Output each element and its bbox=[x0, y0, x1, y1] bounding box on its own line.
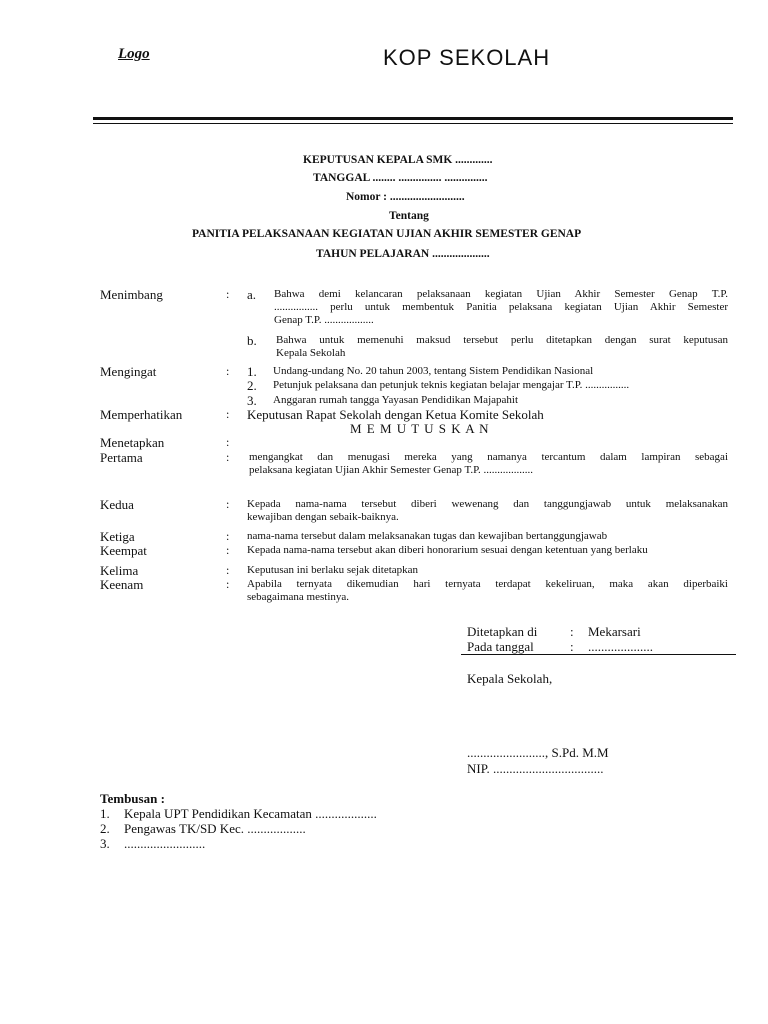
menimbang-a-marker: a. bbox=[247, 287, 257, 302]
mengingat-item-3-marker: 3. bbox=[247, 393, 257, 408]
decree-subject: PANITIA PELAKSANAAN KEGIATAN UJIAN AKHIR SEMESTER GENAP bbox=[192, 228, 582, 240]
header-thin-rule bbox=[93, 123, 733, 124]
memperhatikan-text: Keputusan Rapat Sekolah dengan Ketua Komite Sekolah bbox=[247, 407, 544, 422]
signatory-name: ........................, S.Pd. M.M bbox=[467, 745, 609, 760]
pertama-line2: pelaksana kegiatan Ujian Akhir Semester Genap T.P. .................. bbox=[249, 464, 534, 476]
decree-date: TANGGAL ........ ............... ............... bbox=[313, 172, 488, 184]
pertama-label: Pertama bbox=[100, 450, 143, 465]
ditetapkan-place: Mekarsari bbox=[588, 624, 641, 639]
tanggal-value: .................... bbox=[588, 639, 653, 654]
decree-title: KEPUTUSAN KEPALA SMK ............. bbox=[303, 154, 493, 166]
signature-divider bbox=[461, 654, 736, 655]
ditetapkan-colon: : bbox=[570, 624, 574, 639]
memutuskan-heading: M E M U T U S K A N bbox=[350, 421, 490, 436]
keenam-line2: sebagaimana mestinya. bbox=[247, 591, 350, 603]
keempat-text: Kepada nama-nama tersebut akan diberi honorarium sesuai dengan ketentuan yang berlaku bbox=[247, 544, 648, 556]
menimbang-b-marker: b. bbox=[247, 333, 257, 348]
menetapkan-colon: : bbox=[226, 435, 230, 449]
menimbang-b-line1: Bahwa untuk memenuhi maksud tersebut perlu ditetapkan dengan surat keputusan bbox=[276, 334, 728, 346]
ditetapkan-label: Ditetapkan di bbox=[467, 624, 538, 639]
signatory-nip: NIP. .................................. bbox=[467, 761, 604, 776]
keenam-line1: Apabila ternyata dikemudian hari ternyata terdapat kekeliruan, maka akan diperbaiki bbox=[247, 578, 728, 590]
kedua-label: Kedua bbox=[100, 497, 134, 512]
mengingat-label: Mengingat bbox=[100, 364, 157, 379]
decree-number: Nomor : .......................... bbox=[346, 191, 465, 203]
menetapkan-label: Menetapkan bbox=[100, 435, 165, 450]
menimbang-b-line2: Kepala Sekolah bbox=[276, 347, 346, 359]
kelima-colon: : bbox=[226, 563, 230, 577]
pertama-colon: : bbox=[226, 450, 230, 464]
keenam-colon: : bbox=[226, 577, 230, 591]
tembusan-item-3-text: ......................... bbox=[124, 836, 206, 851]
tanggal-label: Pada tanggal bbox=[467, 639, 534, 654]
decree-year: TAHUN PELAJARAN .................... bbox=[316, 248, 490, 260]
kedua-line1: Kepada nama-nama tersebut diberi wewenang dan tanggungjawab untuk melaksanakan bbox=[247, 498, 728, 510]
ketiga-colon: : bbox=[226, 529, 230, 543]
mengingat-item-1-marker: 1. bbox=[247, 364, 257, 379]
tanggal-colon: : bbox=[570, 639, 574, 654]
mengingat-item-1-text: Undang-undang No. 20 tahun 2003, tentang Sistem Pendidikan Nasional bbox=[273, 365, 594, 377]
decree-about: Tentang bbox=[389, 210, 429, 222]
menimbang-a-line3: Genap T.P. .................. bbox=[274, 314, 374, 326]
tembusan-item-3-marker: 3. bbox=[100, 836, 110, 851]
keenam-label: Keenam bbox=[100, 577, 144, 592]
ketiga-label: Ketiga bbox=[100, 529, 135, 544]
tembusan-title: Tembusan : bbox=[100, 791, 165, 806]
kelima-text: Keputusan ini berlaku sejak ditetapkan bbox=[247, 564, 419, 576]
logo-placeholder: Logo bbox=[118, 46, 150, 62]
mengingat-item-2-marker: 2. bbox=[247, 378, 257, 393]
tembusan-item-2-text: Pengawas TK/SD Kec. .................. bbox=[124, 821, 306, 836]
menimbang-a-line1: Bahwa demi kelancaran pelaksanaan kegiatan Ujian Akhir Semester Genap T.P. bbox=[274, 288, 728, 300]
memperhatikan-label: Memperhatikan bbox=[100, 407, 183, 422]
tembusan-item-2-marker: 2. bbox=[100, 821, 110, 836]
ketiga-text: nama-nama tersebut dalam melaksanakan tugas dan kewajiban bertanggungjawab bbox=[247, 530, 608, 542]
menimbang-colon: : bbox=[226, 287, 230, 301]
kedua-line2: kewajiban dengan sebaik-baiknya. bbox=[247, 511, 399, 523]
tembusan-item-1-text: Kepala UPT Pendidikan Kecamatan ................... bbox=[124, 806, 377, 821]
menimbang-label: Menimbang bbox=[100, 287, 163, 302]
pertama-line1: mengangkat dan menugasi mereka yang namanya tercantum dalam lampiran sebagai bbox=[249, 451, 728, 463]
mengingat-item-2-text: Petunjuk pelaksana dan petunjuk teknis kegiatan belajar mengajar T.P. ................ bbox=[273, 379, 630, 391]
kedua-colon: : bbox=[226, 497, 230, 511]
memperhatikan-colon: : bbox=[226, 407, 230, 421]
menimbang-a-line2: ................ perlu untuk membentuk Panitia pelaksana kegiatan Ujian Akhir Semester bbox=[274, 301, 728, 313]
school-letterhead: KOP SEKOLAH bbox=[383, 45, 551, 70]
mengingat-colon: : bbox=[226, 364, 230, 378]
mengingat-item-3-text: Anggaran rumah tangga Yayasan Pendidikan Majapahit bbox=[273, 394, 518, 406]
tembusan-item-1-marker: 1. bbox=[100, 806, 110, 821]
keempat-label: Keempat bbox=[100, 543, 147, 558]
kelima-label: Kelima bbox=[100, 563, 139, 578]
header-thick-rule bbox=[93, 117, 733, 120]
kepala-sekolah-label: Kepala Sekolah, bbox=[467, 671, 553, 686]
keempat-colon: : bbox=[226, 543, 230, 557]
